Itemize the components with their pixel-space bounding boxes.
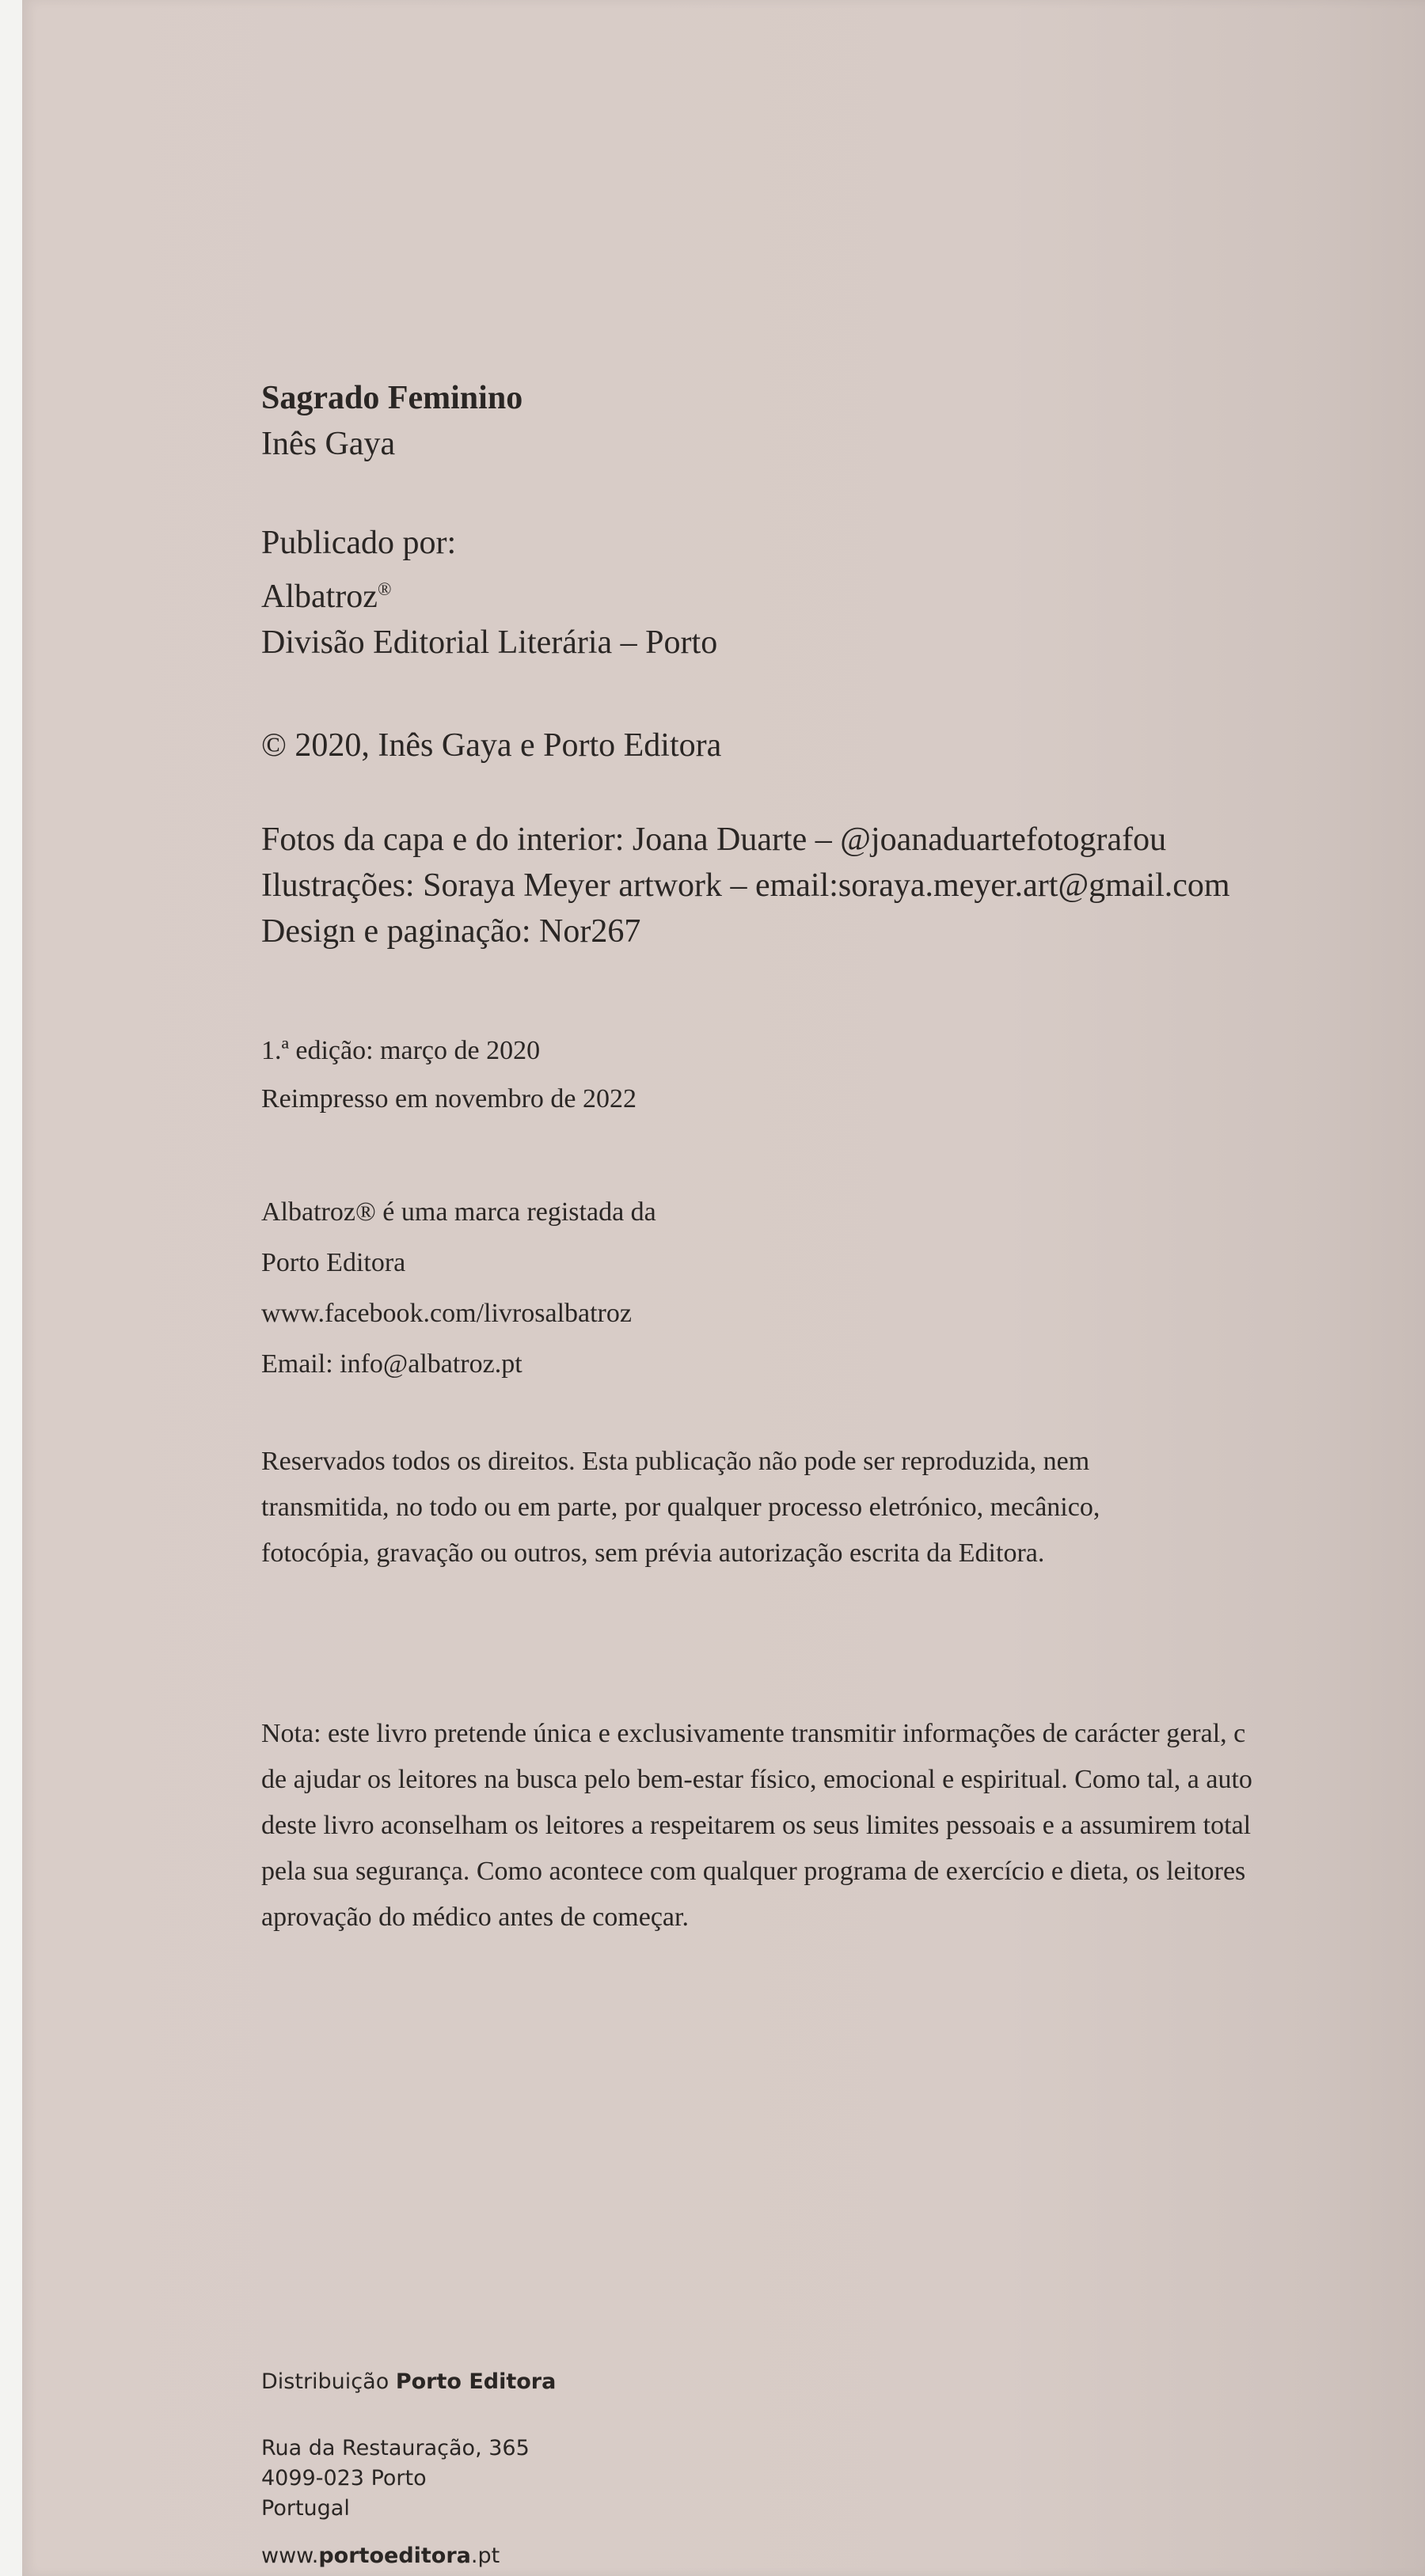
publisher-division: Divisão Editorial Literária – Porto — [261, 624, 718, 661]
book-page — [22, 0, 1425, 2576]
note-line: Nota: este livro pretende única e exclusivamente transmitir informações de carácter geral, c — [261, 1719, 1246, 1748]
distribution-info — [261, 2366, 556, 2398]
edition-info — [261, 1025, 636, 1121]
publisher-label: Publicado por: — [261, 525, 457, 561]
distribution-website — [261, 2540, 500, 2572]
rights-line: transmitida, no todo ou em parte, por qualquer processo eletrónico, mecânico, — [261, 1493, 1100, 1522]
brand-line: Albatroz® é uma marca registada da — [261, 1197, 656, 1227]
book-info — [261, 375, 522, 467]
edition-reprint: Reimpresso em novembro de 2022 — [261, 1084, 637, 1113]
credit-design: Design e paginação: Nor267 — [261, 913, 641, 950]
distributor-name: Porto Editora — [395, 2369, 557, 2394]
rights-line: fotocópia, gravação ou outros, sem prévia autorização escrita da Editora. — [261, 1538, 1045, 1568]
distribution-address — [261, 2434, 530, 2524]
copyright-notice — [261, 723, 721, 768]
publisher-info — [261, 520, 717, 666]
credit-illustrations: Ilustrações: Soraya Meyer artwork – email:soraya.meyer.art@gmail.com — [261, 867, 1230, 904]
website-link: www.portoeditora.pt — [261, 2544, 500, 2568]
brand-facebook-link: www.facebook.com/livrosalbatroz — [261, 1299, 632, 1328]
brand-info — [261, 1187, 656, 1390]
edition-first: 1.ª edição: março de 2020 — [261, 1036, 541, 1065]
book-author: Inês Gaya — [261, 426, 396, 462]
credit-photos: Fotos da capa e do interior: Joana Duarte – @joanaduartefotografou — [261, 821, 1167, 858]
brand-email: Email: info@albatroz.pt — [261, 1349, 522, 1379]
note-line: deste livro aconselham os leitores a respeitarem os seus limites pessoais e a assumirem total — [261, 1811, 1252, 1840]
credits — [261, 817, 1230, 954]
copyright-text: © 2020, Inês Gaya e Porto Editora — [261, 727, 722, 764]
note-line: de ajudar os leitores na busca pelo bem-estar físico, emocional e espiritual. Como tal, a auto — [261, 1765, 1252, 1794]
brand-line: Porto Editora — [261, 1248, 406, 1277]
distribution-heading: Distribuição Porto Editora — [261, 2369, 557, 2394]
address-postcode: 4099-023 Porto — [261, 2466, 427, 2491]
registered-mark: ® — [377, 579, 392, 599]
address-street: Rua da Restauração, 365 — [261, 2436, 530, 2460]
publisher-imprint: Albatroz® — [261, 579, 392, 615]
rights-line: Reservados todos os direitos. Esta publicação não pode ser reproduzida, nem — [261, 1447, 1090, 1476]
rights-notice — [261, 1439, 1100, 1576]
address-country: Portugal — [261, 2496, 350, 2521]
book-title: Sagrado Feminino — [261, 380, 523, 416]
disclaimer-note — [261, 1711, 1252, 1941]
note-line: aprovação do médico antes de começar. — [261, 1903, 689, 1932]
note-line: pela sua segurança. Como acontece com qualquer programa de exercício e dieta, os leitores — [261, 1857, 1246, 1886]
